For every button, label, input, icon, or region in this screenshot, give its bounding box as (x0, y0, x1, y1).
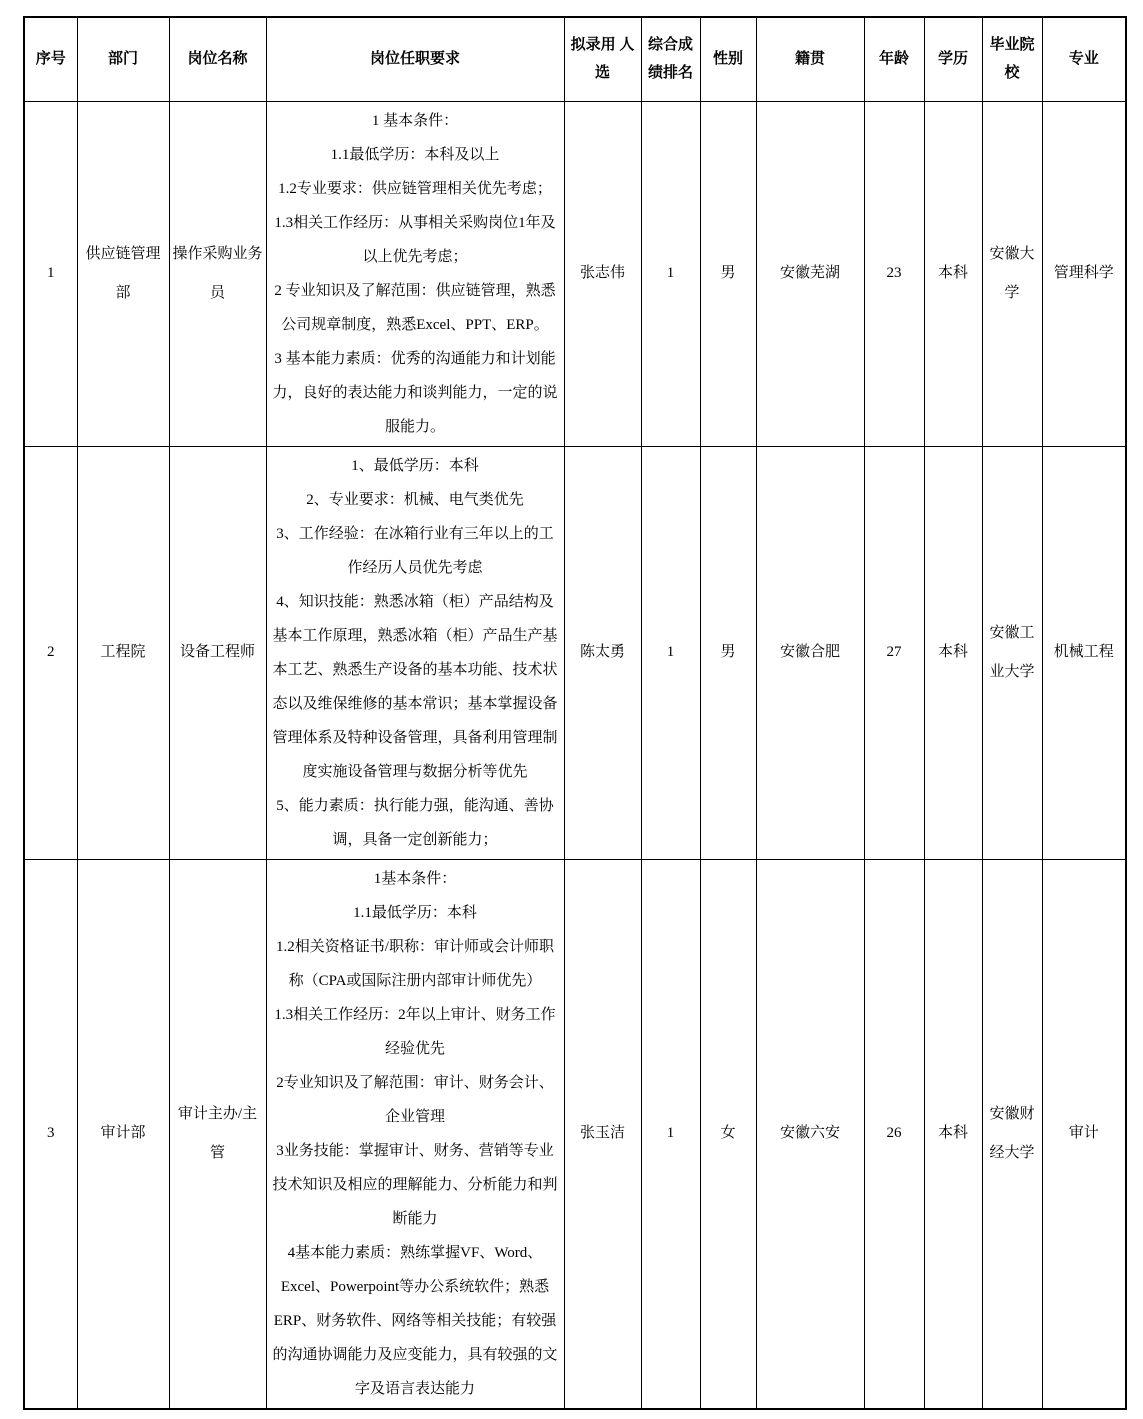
cell-age: 23 (864, 101, 924, 446)
cell-school: 安徽财经大学 (982, 859, 1042, 1409)
cell-no: 3 (24, 859, 77, 1409)
column-header-gender: 性别 (700, 17, 756, 101)
cell-education: 本科 (924, 446, 982, 859)
requirement-line: 3 基本能力素质：优秀的沟通能力和计划能力，良好的表达能力和谈判能力，一定的说服能力。 (272, 350, 558, 435)
cell-department: 工程院 (77, 446, 169, 859)
requirement-line: 4、知识技能：熟悉冰箱（柜）产品结构及基本工作原理，熟悉冰箱（柜）产品生产基本工艺、熟悉生产设备的基本功能、技术状态以及维保维修的基本常识；基本掌握设备管理体系及特种设备管理，具备利用管理制度实施设备管理与数据分析等优先 (272, 593, 558, 780)
column-header-no: 序号 (24, 17, 77, 101)
cell-hometown: 安徽六安 (756, 859, 864, 1409)
column-header-school: 毕业院校 (982, 17, 1042, 101)
cell-major: 管理科学 (1042, 101, 1126, 446)
column-header-position: 岗位名称 (169, 17, 266, 101)
cell-hometown: 安徽芜湖 (756, 101, 864, 446)
cell-candidate: 陈太勇 (564, 446, 641, 859)
column-header-education: 学历 (924, 17, 982, 101)
cell-requirements (266, 101, 564, 446)
cell-age: 27 (864, 446, 924, 859)
document-page (0, 16, 1143, 1419)
cell-no: 1 (24, 101, 77, 446)
requirement-line: 1、最低学历：本科 (351, 457, 479, 474)
cell-age: 26 (864, 859, 924, 1409)
cell-position: 操作采购业务员 (169, 101, 266, 446)
cell-requirements (266, 859, 564, 1409)
cell-school: 安徽工业大学 (982, 446, 1042, 859)
requirement-line: 3业务技能：掌握审计、财务、营销等专业技术知识及相应的理解能力、分析能力和判断能力 (272, 1142, 558, 1227)
requirement-line: 2 专业知识及了解范围：供应链管理，熟悉公司规章制度，熟悉Excel、PPT、ERP。 (274, 282, 556, 333)
cell-candidate: 张志伟 (564, 101, 641, 446)
requirement-line: 5、能力素质：执行能力强，能沟通、善协调，具备一定创新能力； (276, 797, 554, 848)
column-header-hometown: 籍贯 (756, 17, 864, 101)
cell-requirements (266, 446, 564, 859)
cell-rank: 1 (641, 446, 700, 859)
column-header-major: 专业 (1042, 17, 1126, 101)
cell-gender: 男 (700, 101, 756, 446)
table-body (24, 101, 1126, 1409)
cell-rank: 1 (641, 101, 700, 446)
cell-education: 本科 (924, 101, 982, 446)
cell-gender: 男 (700, 446, 756, 859)
column-header-rank: 综合成绩排名 (641, 17, 700, 101)
table-row (24, 101, 1126, 446)
requirement-line: 1.3相关工作经历：从事相关采购岗位1年及以上优先考虑； (274, 214, 556, 265)
requirement-line: 1.1最低学历：本科 (353, 904, 477, 921)
requirement-line: 1.1最低学历：本科及以上 (330, 146, 500, 163)
requirement-line: 2、专业要求：机械、电气类优先 (306, 491, 524, 508)
requirement-line: 1.2专业要求：供应链管理相关优先考虑； (278, 180, 552, 197)
column-header-age: 年龄 (864, 17, 924, 101)
table-row (24, 859, 1126, 1409)
cell-candidate: 张玉洁 (564, 859, 641, 1409)
requirement-line: 3、工作经验：在冰箱行业有三年以上的工作经历人员优先考虑 (276, 525, 554, 576)
cell-hometown: 安徽合肥 (756, 446, 864, 859)
column-header-department: 部门 (77, 17, 169, 101)
cell-position: 审计主办/主管 (169, 859, 266, 1409)
column-header-requirements: 岗位任职要求 (266, 17, 564, 101)
cell-major: 机械工程 (1042, 446, 1126, 859)
table-row (24, 446, 1126, 859)
requirement-line: 1.3相关工作经历：2年以上审计、财务工作经验优先 (274, 1006, 556, 1057)
cell-major: 审计 (1042, 859, 1126, 1409)
requirement-line: 1.2相关资格证书/职称：审计师或会计师职称（CPA或国际注册内部审计师优先） (276, 938, 554, 989)
cell-no: 2 (24, 446, 77, 859)
requirement-line: 1基本条件： (373, 870, 457, 887)
cell-gender: 女 (700, 859, 756, 1409)
cell-school: 安徽大学 (982, 101, 1042, 446)
column-header-candidate: 拟录用 人选 (564, 17, 641, 101)
cell-education: 本科 (924, 859, 982, 1409)
recruitment-table (23, 16, 1127, 1410)
cell-department: 供应链管理部 (77, 101, 169, 446)
requirement-line: 1 基本条件： (371, 112, 459, 129)
cell-rank: 1 (641, 859, 700, 1409)
cell-department: 审计部 (77, 859, 169, 1409)
header-row (24, 17, 1126, 101)
requirement-line: 4基本能力素质：熟练掌握VF、Word、Excel、Powerpoint等办公系统软件；熟悉ERP、财务软件、网络等相关技能；有较强的沟通协调能力及应变能力，具有较强的文字及语言表达能力 (272, 1244, 558, 1397)
cell-position: 设备工程师 (169, 446, 266, 859)
requirement-line: 2专业知识及了解范围：审计、财务会计、企业管理 (276, 1074, 554, 1125)
